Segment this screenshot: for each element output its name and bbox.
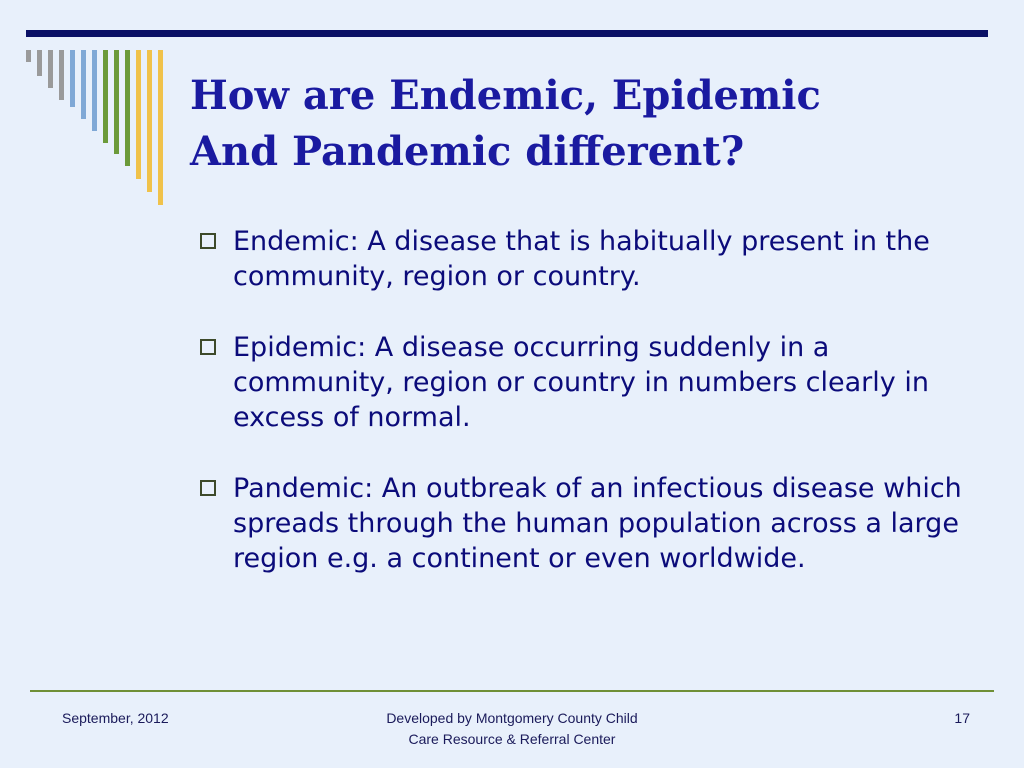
stripe-gray-2 xyxy=(37,50,42,76)
bullet-text: Epidemic: A disease occurring suddenly in a community, region or country in numbers clearly in excess of normal. xyxy=(233,332,929,433)
title-line-1: How are Endemic, Epidemic xyxy=(190,72,821,119)
bullet-box-icon xyxy=(200,480,216,496)
stripe-yellow-2 xyxy=(147,50,152,192)
bottom-rule xyxy=(30,690,994,692)
stripe-green-1 xyxy=(103,50,108,143)
stripe-green-3 xyxy=(125,50,130,166)
stripe-blue-2 xyxy=(81,50,86,119)
top-rule xyxy=(26,30,988,37)
stripe-yellow-3 xyxy=(158,50,163,205)
slide-title xyxy=(190,68,990,180)
stripe-gray-1 xyxy=(26,50,31,62)
stripe-yellow-1 xyxy=(136,50,141,179)
bullet-pandemic xyxy=(200,471,980,576)
stripe-gray-3 xyxy=(48,50,53,88)
bullet-text: Endemic: A disease that is habitually present in the community, region or country. xyxy=(233,226,930,292)
title-line-2: And Pandemic different? xyxy=(190,128,745,175)
footer-developer xyxy=(352,708,672,750)
stripe-blue-1 xyxy=(70,50,75,107)
stripe-green-2 xyxy=(114,50,119,154)
bullet-box-icon xyxy=(200,233,216,249)
footer-date: September, 2012 xyxy=(62,710,169,726)
bullet-list xyxy=(200,224,980,612)
bullet-endemic xyxy=(200,224,980,294)
page-number: 17 xyxy=(954,710,970,726)
bullet-box-icon xyxy=(200,339,216,355)
footer-developer-line-1: Developed by Montgomery County Child xyxy=(386,710,638,726)
bullet-epidemic xyxy=(200,330,980,435)
stripe-blue-3 xyxy=(92,50,97,131)
footer-developer-line-2: Care Resource & Referral Center xyxy=(408,731,616,747)
bullet-text: Pandemic: An outbreak of an infectious disease which spreads through the human population across a large region e.g. a continent or even worldwide. xyxy=(233,473,962,574)
stripe-gray-4 xyxy=(59,50,64,100)
